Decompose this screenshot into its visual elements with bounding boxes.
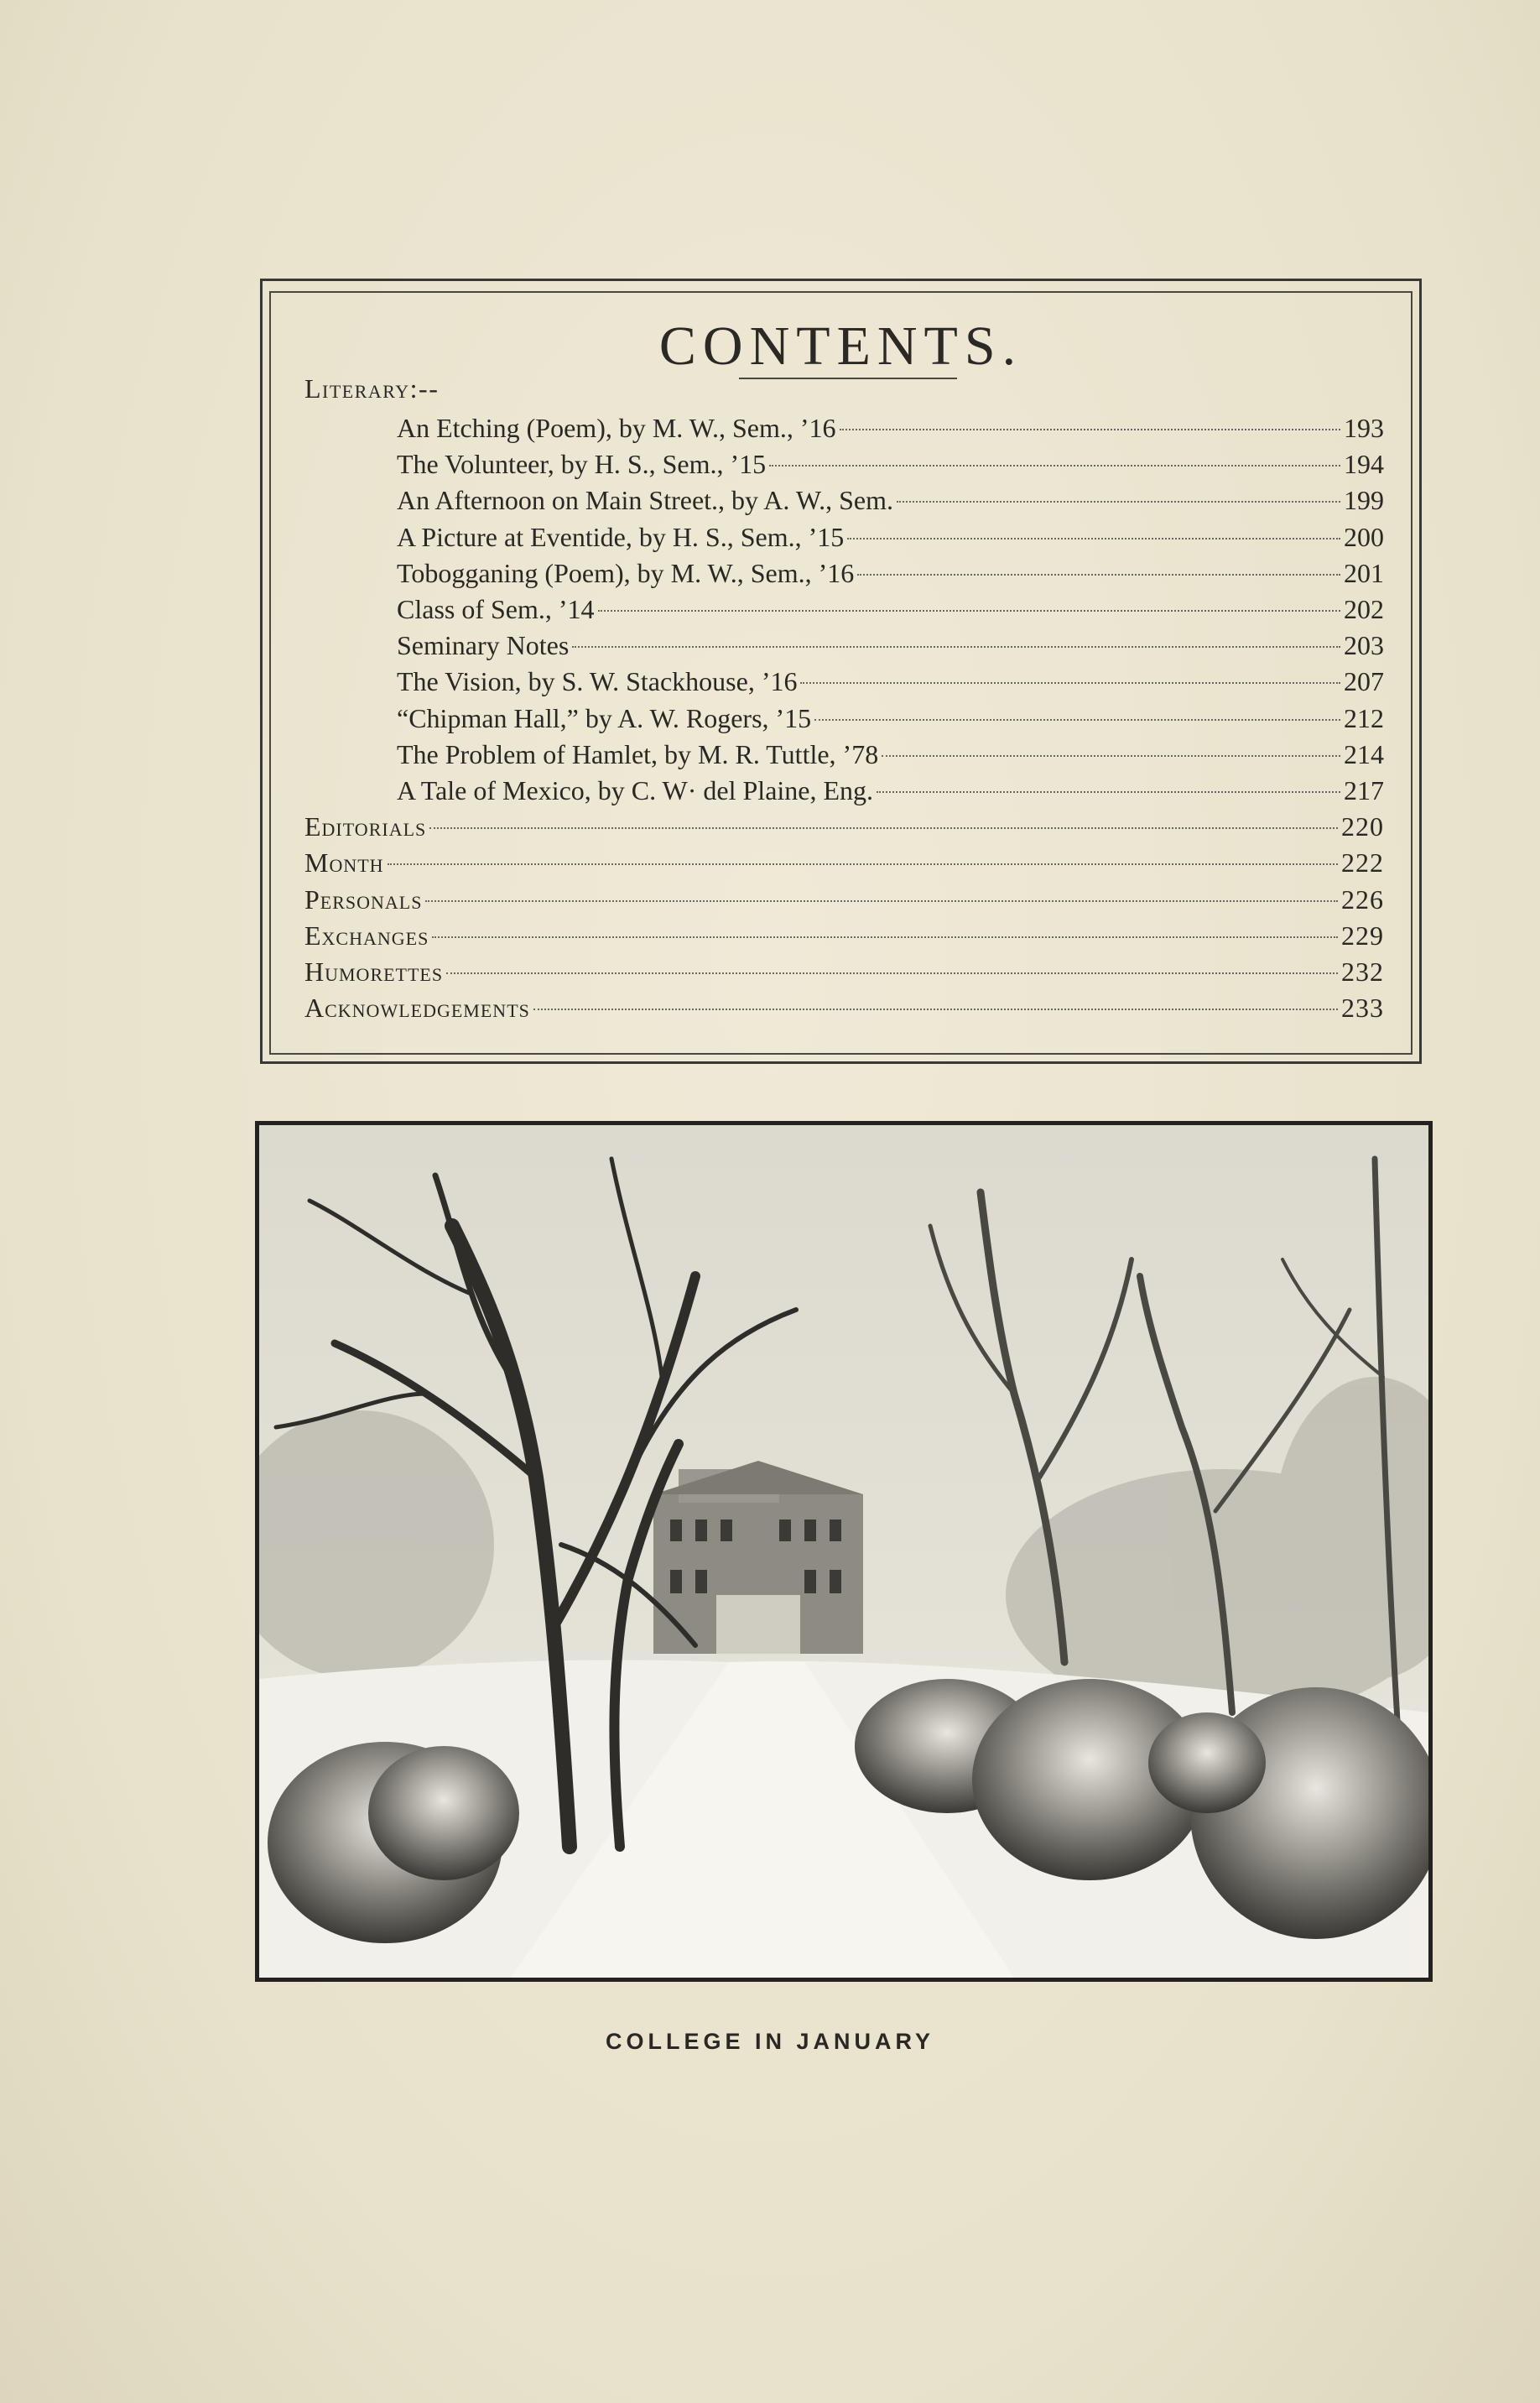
contents-entry-literary	[397, 628, 1384, 662]
entry-page-number: 220	[1341, 811, 1384, 842]
section-label-literary: Literary:--	[304, 373, 440, 404]
dot-leader	[388, 863, 1338, 865]
entry-title: Acknowledgements	[304, 993, 530, 1024]
dot-leader	[429, 827, 1338, 829]
entry-page-number: 212	[1344, 702, 1384, 733]
entry-title: The Volunteer, by H. S., Sem., ’15	[397, 449, 767, 480]
entry-title: An Afternoon on Main Street., by A. W., Sem.	[397, 485, 893, 516]
contents-entry-literary	[397, 665, 1384, 698]
dot-leader	[882, 755, 1340, 757]
college-photograph	[255, 1121, 1433, 1982]
contents-entry-literary	[397, 411, 1384, 445]
entry-page-number: 202	[1344, 594, 1384, 624]
dot-leader	[847, 538, 1340, 540]
entry-title: “Chipman Hall,” by A. W. Rogers, ’15	[397, 702, 812, 733]
contents-entry-literary	[397, 774, 1384, 807]
contents-entry-literary	[397, 738, 1384, 771]
dot-leader	[877, 791, 1340, 793]
entry-title: Exchanges	[304, 920, 429, 951]
entry-page-number: 229	[1341, 920, 1384, 951]
dot-leader	[572, 646, 1340, 648]
entry-title: A Picture at Eventide, by H. S., Sem., ’15	[397, 521, 845, 552]
contents-entry-literary	[397, 447, 1384, 481]
entry-title: Seminary Notes	[397, 630, 570, 661]
contents-table	[260, 279, 1422, 1064]
contents-entry-section	[304, 883, 1384, 916]
dot-leader	[840, 429, 1340, 430]
dot-leader	[432, 936, 1338, 938]
dot-leader	[800, 682, 1340, 684]
entry-page-number: 203	[1344, 630, 1384, 661]
entry-page-number: 232	[1341, 957, 1384, 987]
contents-entry-literary	[397, 701, 1384, 735]
contents-entry-section	[304, 955, 1384, 988]
photo-caption: COLLEGE IN JANUARY	[605, 2029, 935, 2054]
contents-entry-literary	[397, 483, 1384, 517]
dot-leader	[425, 900, 1338, 902]
contents-title: CONTENTS.	[658, 315, 1023, 377]
entry-title: Editorials	[304, 811, 427, 842]
dot-leader	[814, 719, 1340, 721]
contents-entry-section	[304, 991, 1384, 1024]
entry-page-number: 194	[1344, 449, 1384, 480]
contents-entry-section	[304, 846, 1384, 879]
entry-title: An Etching (Poem), by M. W., Sem., ’16	[397, 413, 836, 443]
dot-leader	[897, 501, 1340, 503]
entry-title: A Tale of Mexico, by C. W· del Plaine, Eng.	[397, 775, 874, 805]
dot-leader	[533, 1009, 1338, 1010]
entry-page-number: 226	[1341, 884, 1384, 915]
dot-leader	[446, 972, 1338, 974]
entry-title: Humorettes	[304, 957, 444, 987]
entry-page-number: 200	[1344, 521, 1384, 552]
title-underline	[739, 378, 957, 379]
dot-leader	[598, 610, 1340, 612]
college-building	[653, 1461, 863, 1654]
entry-title: Tobogganing (Poem), by M. W., Sem., ’16	[397, 557, 855, 588]
entry-page-number: 207	[1344, 666, 1384, 697]
contents-entry-literary	[397, 592, 1384, 626]
entry-title: The Vision, by S. W. Stackhouse, ’16	[397, 666, 798, 697]
contents-entry-section	[304, 919, 1384, 952]
dot-leader	[857, 574, 1340, 576]
entry-title: The Problem of Hamlet, by M. R. Tuttle, ’78	[397, 738, 879, 769]
contents-entry-literary	[397, 520, 1384, 554]
entry-page-number: 214	[1344, 738, 1384, 769]
entry-page-number: 193	[1344, 413, 1384, 443]
snow-scene-illustration	[259, 1125, 1428, 1978]
entry-page-number: 217	[1344, 775, 1384, 805]
contents-entry-literary	[397, 556, 1384, 590]
dot-leader	[769, 465, 1340, 467]
entry-page-number: 233	[1341, 993, 1384, 1024]
entry-title: Personals	[304, 884, 423, 915]
entry-page-number: 199	[1344, 485, 1384, 516]
contents-entry-section	[304, 810, 1384, 843]
entry-title: Month	[304, 847, 384, 878]
entry-page-number: 222	[1341, 847, 1384, 878]
entry-page-number: 201	[1344, 557, 1384, 588]
entry-title: Class of Sem., ’14	[397, 594, 595, 624]
